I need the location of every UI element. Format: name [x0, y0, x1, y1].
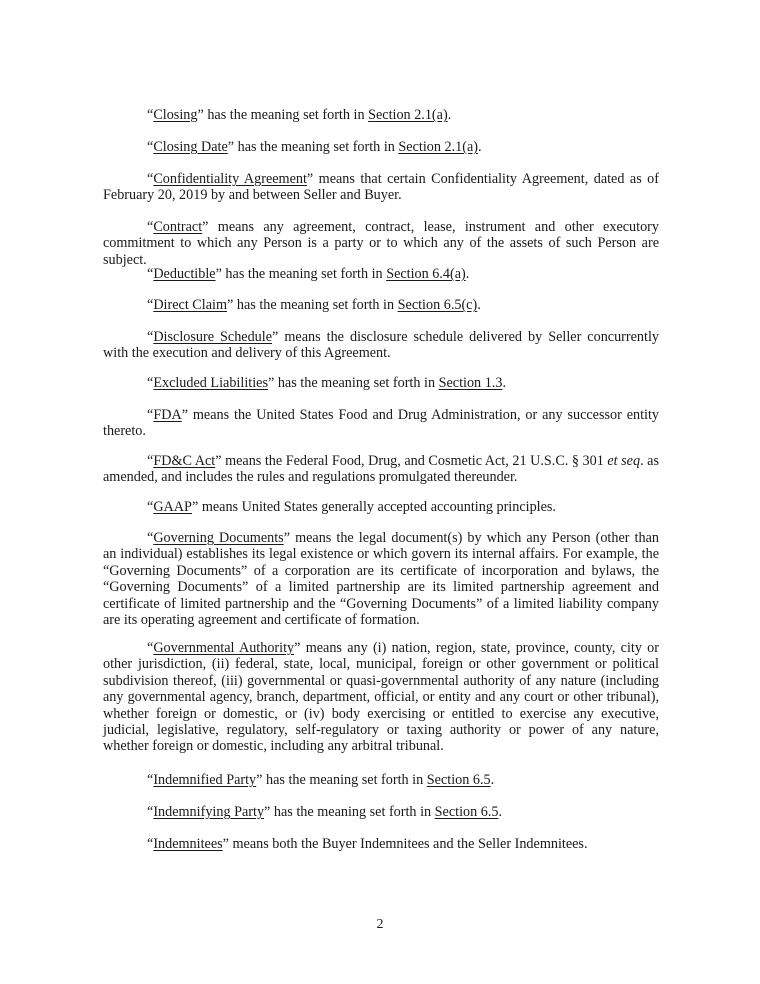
section-reference: Section 2.1(a)	[368, 107, 448, 123]
definition-direct-claim: “Direct Claim” has the meaning set forth in Section 6.5(c).	[147, 297, 481, 313]
defined-term: GAAP	[153, 499, 192, 515]
definition-indemnifying-party: “Indemnifying Party” has the meaning set forth in Section 6.5.	[147, 804, 503, 820]
definition-governing-documents: “Governing Documents” means the legal document(s) by which any Person (other than an individual) establishes its legal existence or which govern its internal affairs. For example, the “Governing Documents” of a corporation are its certificate of incorporation and bylaws, the “Governing Documents” of a limited partnership are its limited partnership agreement and certificate of limited partnership and the “Governing Documents” of a limited liability company are its operating agreement and certificate of formation.	[103, 530, 659, 629]
defined-term: Disclosure Schedule	[153, 329, 273, 345]
definition-indemnified-party: “Indemnified Party” has the meaning set forth in Section 6.5.	[147, 772, 495, 788]
defined-term: Closing	[153, 107, 198, 123]
page-number: 2	[376, 917, 384, 932]
defined-term: Excluded Liabilities	[153, 375, 268, 391]
definition-excluded-liabilities: “Excluded Liabilities” has the meaning set forth in Section 1.3.	[147, 375, 506, 391]
defined-term: Indemnified Party	[153, 772, 257, 788]
defined-term: FDA	[153, 407, 182, 423]
definition-deductible: “Deductible” has the meaning set forth in Section 6.4(a).	[147, 266, 470, 282]
defined-term: Indemnifying Party	[153, 804, 265, 820]
section-reference: Section 6.5(c)	[397, 297, 478, 313]
definition-contract: “Contract” means any agreement, contract, lease, instrument and other executory commitment to which any Person is a party or to which any of the assets of such Person are subject.	[103, 219, 659, 268]
section-reference: Section 6.5	[434, 804, 499, 820]
definition-fdc-act: “FD&C Act” means the Federal Food, Drug, and Cosmetic Act, 21 U.S.C. § 301 et seq. as amended, and includes the rules and regulations promulgated thereunder.	[103, 453, 659, 486]
section-reference: Section 2.1(a)	[398, 139, 479, 155]
defined-term: Deductible	[153, 266, 216, 282]
definition-confidentiality-agreement: “Confidentiality Agreement” means that certain Confidentiality Agreement, dated as of February 20, 2019 by and between Seller and Buyer.	[103, 171, 659, 204]
defined-term: FD&C Act	[153, 453, 216, 469]
definition-disclosure-schedule: “Disclosure Schedule” means the disclosure schedule delivered by Seller concurrently with the execution and delivery of this Agreement.	[103, 329, 660, 362]
defined-term: Confidentiality Agreement	[153, 171, 307, 187]
defined-term: Contract	[153, 219, 203, 235]
definition-closing-date: “Closing Date” has the meaning set forth in Section 2.1(a).	[147, 139, 482, 155]
defined-term: Direct Claim	[153, 297, 227, 313]
section-reference: Section 6.5	[426, 772, 491, 788]
defined-term: Governmental Authority	[153, 640, 295, 656]
definition-gaap: “GAAP” means United States generally accepted accounting principles.	[147, 499, 556, 515]
definition-indemnitees: “Indemnitees” means both the Buyer Indemnitees and the Seller Indemnitees.	[147, 836, 588, 852]
section-reference: Section 6.4(a)	[386, 266, 466, 282]
definition-closing: “Closing” has the meaning set forth in Section 2.1(a).	[147, 107, 452, 123]
section-reference: Section 1.3	[438, 375, 503, 391]
defined-term: Closing Date	[153, 139, 228, 155]
definition-fda: “FDA” means the United States Food and Drug Administration, or any successor entity thereto.	[103, 407, 659, 440]
defined-term: Indemnitees	[153, 836, 223, 852]
definition-governmental-authority: “Governmental Authority” means any (i) nation, region, state, province, county, city or other jurisdiction, (ii) federal, state, local, municipal, foreign or other government or political subdivision thereof, (iii) governmental or quasi-governmental authority of any nature (including any governmental agency, branch, department, official, or entity and any court or other tribunal), whether foreign or domestic, or (iv) body exercising or entitled to exercise any executive, judicial, legislative, regulatory, self-regulatory or taxing authority or power of any nature, whether foreign or domestic, including any arbitral tribunal.	[103, 640, 660, 755]
defined-term: Governing Documents	[153, 530, 284, 546]
